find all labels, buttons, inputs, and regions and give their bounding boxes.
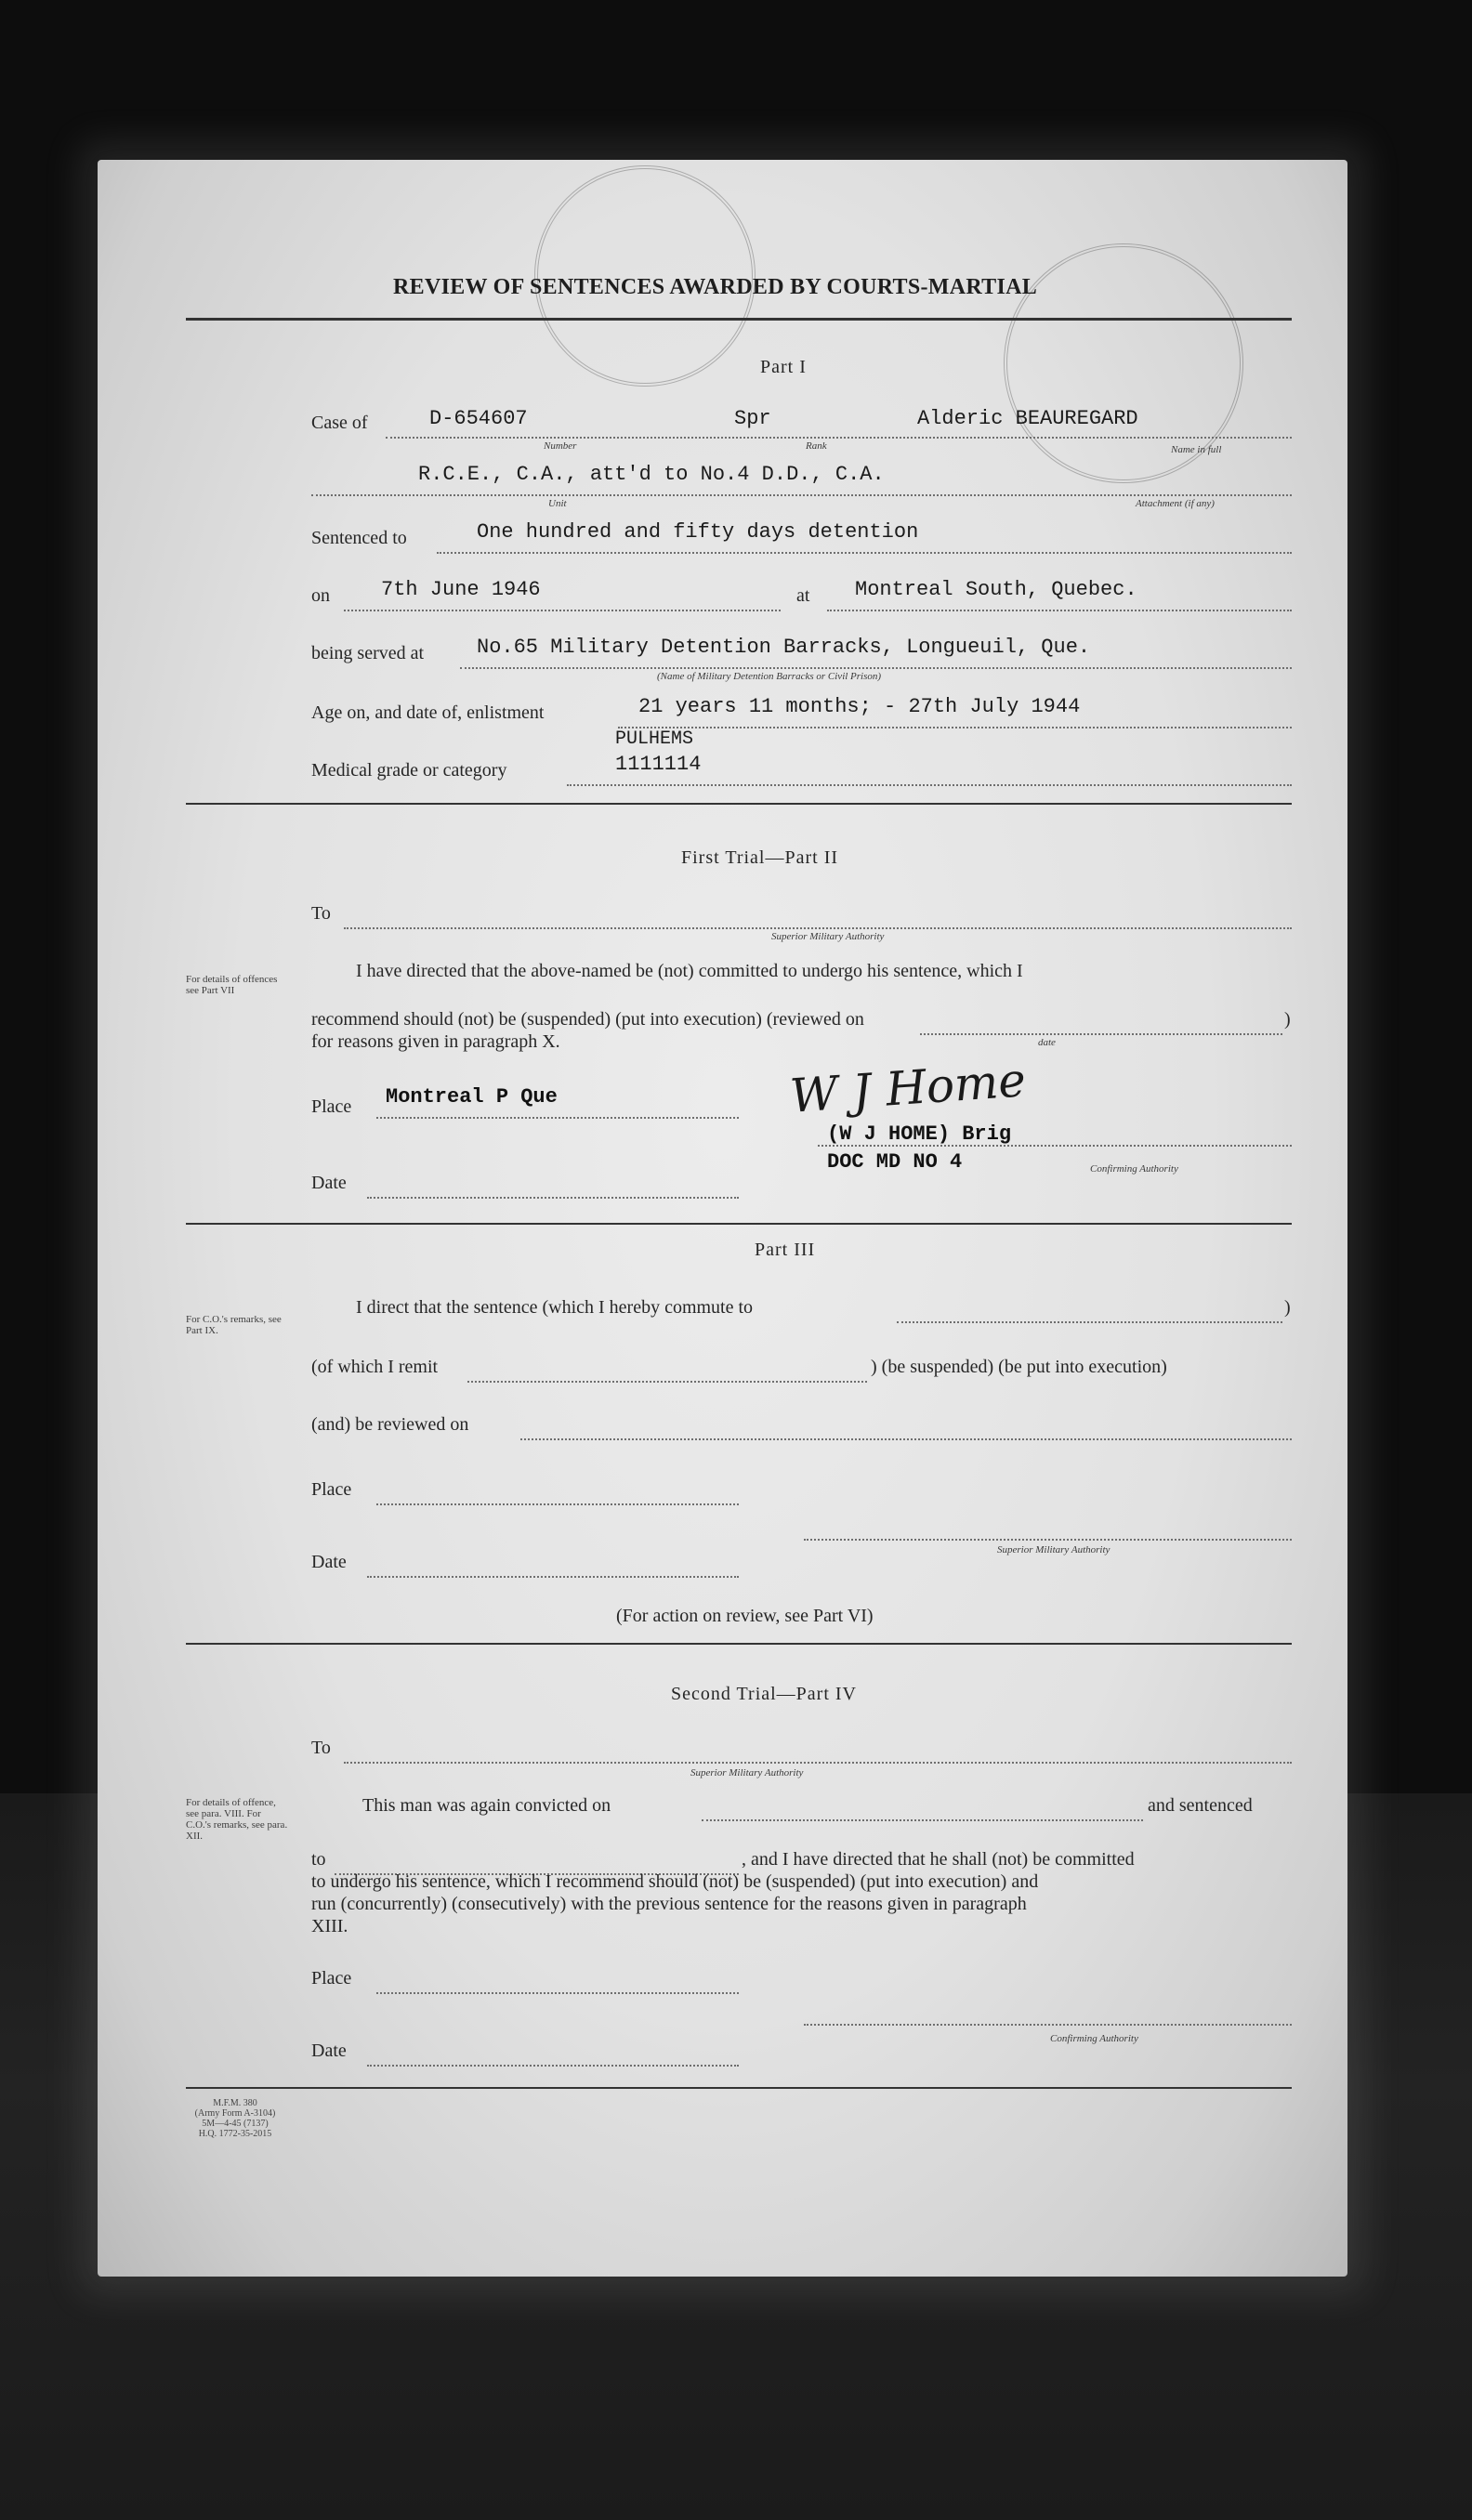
age-value: 21 years 11 months; - 27th July 1944 xyxy=(638,695,1081,718)
number-caption: Number xyxy=(544,440,577,452)
signatory-title: DOC MD NO 4 xyxy=(827,1150,963,1174)
part3-margin-note: For C.O.'s remarks, see Part IX. xyxy=(186,1314,282,1336)
rank-value: Spr xyxy=(734,407,771,430)
part3-place-label: Place xyxy=(311,1479,352,1500)
medical-line xyxy=(567,784,1292,786)
part3-text3: (and) be reviewed on xyxy=(311,1414,469,1435)
signatory-name: (W J HOME) Brig xyxy=(827,1122,1012,1146)
sentence-value: One hundred and fifty days detention xyxy=(477,520,919,544)
part4-to-line xyxy=(344,1762,1292,1764)
part3-footnote: (For action on review, see Part VI) xyxy=(616,1606,874,1626)
unit-caption: Unit xyxy=(548,498,567,509)
part4-date-line xyxy=(367,2065,739,2067)
part3-date-label: Date xyxy=(311,1552,347,1572)
part2-margin-note: For details of offences see Part VII xyxy=(186,974,278,996)
part2-text1: I have directed that the above-named be (not) committed to undergo his sentence, which I xyxy=(356,961,1023,981)
part3-signature-line xyxy=(804,1539,1292,1541)
sentence-line xyxy=(437,552,1292,554)
part3-remit-line xyxy=(467,1381,867,1383)
part1-rule xyxy=(186,803,1292,805)
served-line xyxy=(460,667,1292,669)
form-title: REVIEW OF SENTENCES AWARDED BY COURTS-MARTIAL xyxy=(393,275,1038,299)
part2-text3: for reasons given in paragraph X. xyxy=(311,1031,560,1052)
part4-margin-note: For details of offence, see para. VIII. For C.O.'s remarks, see para. XII. xyxy=(186,1797,288,1842)
part2-place-value: Montreal P Que xyxy=(386,1085,558,1109)
age-line xyxy=(618,727,1292,728)
part4-rule xyxy=(186,2087,1292,2089)
case-of-label: Case of xyxy=(311,413,368,433)
part4-place-line xyxy=(376,1992,739,1994)
full-name: Alderic BEAUREGARD xyxy=(917,407,1138,430)
part3-date-line xyxy=(367,1576,739,1578)
sentence-place: Montreal South, Quebec. xyxy=(855,578,1137,601)
part2-date-caption: date xyxy=(1038,1037,1056,1048)
age-label: Age on, and date of, enlistment xyxy=(311,702,545,723)
part4-text1: This man was again convicted on xyxy=(362,1795,611,1816)
medical-label: Medical grade or category xyxy=(311,760,507,781)
served-caption: (Name of Military Detention Barracks or Civil Prison) xyxy=(657,671,882,682)
served-at-label: being served at xyxy=(311,643,425,663)
part4-date-label: Date xyxy=(311,2041,347,2061)
case-line xyxy=(386,437,1292,439)
part4-text1-end: and sentenced xyxy=(1148,1795,1253,1816)
at-label: at xyxy=(796,585,810,606)
part3-place-line xyxy=(376,1503,739,1505)
part4-text3: to undergo his sentence, which I recommend should (not) be (suspended) (put into execution) and xyxy=(311,1871,1039,1892)
part4-place-label: Place xyxy=(311,1968,352,1988)
unit-line xyxy=(311,494,1292,496)
service-number: D-654607 xyxy=(429,407,528,430)
part3-text2: (of which I remit xyxy=(311,1357,439,1377)
part2-date-line xyxy=(367,1197,739,1199)
part2-to-line xyxy=(344,927,1292,929)
part4-header: Second Trial—Part IV xyxy=(671,1684,857,1704)
part3-text2-end: ) (be suspended) (be put into execution) xyxy=(871,1357,1167,1377)
part4-authority-caption: Superior Military Authority xyxy=(690,1767,804,1778)
form-code xyxy=(189,2098,282,2139)
part3-text1-end: ) xyxy=(1284,1297,1291,1318)
pulhems-label: PULHEMS xyxy=(615,728,694,750)
part2-review-line xyxy=(920,1033,1282,1035)
part1-header: Part I xyxy=(760,357,807,377)
part2-text2-end: ) xyxy=(1284,1009,1291,1030)
attachment-caption: Attachment (if any) xyxy=(1136,498,1215,509)
part2-text2: recommend should (not) be (suspended) (put into execution) (reviewed on xyxy=(311,1009,864,1030)
part4-convicted-line xyxy=(702,1819,1143,1821)
part3-rule xyxy=(186,1643,1292,1645)
part4-text5: XIII. xyxy=(311,1916,348,1936)
served-at-value: No.65 Military Detention Barracks, Longueuil, Que. xyxy=(477,636,1091,659)
form-code-line4: H.Q. 1772-35-2015 xyxy=(198,2129,272,2139)
date-line xyxy=(344,610,781,611)
part3-commute-line xyxy=(897,1321,1282,1323)
part2-confirming-caption: Confirming Authority xyxy=(1090,1163,1178,1175)
part3-authority-caption: Superior Military Authority xyxy=(997,1544,1111,1555)
sentence-date: 7th June 1946 xyxy=(381,578,541,601)
part4-text2: to xyxy=(311,1849,326,1870)
part4-text2-end: , and I have directed that he shall (not) be committed xyxy=(742,1849,1135,1870)
part4-to-label: To xyxy=(311,1738,331,1758)
part2-authority-caption: Superior Military Authority xyxy=(771,931,885,942)
form-code-line2: (Army Form A-3104) xyxy=(194,2108,276,2119)
title-rule xyxy=(186,318,1292,321)
place-line xyxy=(827,610,1292,611)
part2-to-label: To xyxy=(311,903,331,924)
part2-place-line xyxy=(376,1117,739,1119)
handwritten-signature: W J Home xyxy=(788,1053,1028,1123)
name-caption: Name in full xyxy=(1171,444,1222,455)
part4-signature-line xyxy=(804,2024,1292,2026)
on-label: on xyxy=(311,585,330,606)
part3-header: Part III xyxy=(755,1240,816,1260)
part4-confirming-caption: Confirming Authority xyxy=(1050,2033,1138,2044)
part3-review-line xyxy=(520,1438,1292,1440)
part2-date-label: Date xyxy=(311,1173,347,1193)
form-code-line3: 5M—4-45 (7137) xyxy=(202,2119,269,2129)
rank-caption: Rank xyxy=(806,440,827,452)
part4-text4: run (concurrently) (consecutively) with the previous sentence for the reasons given in paragraph xyxy=(311,1894,1027,1914)
part2-rule xyxy=(186,1223,1292,1225)
part2-place-label: Place xyxy=(311,1096,352,1117)
part3-text1: I direct that the sentence (which I hereby commute to xyxy=(356,1297,754,1318)
medical-value: 1111114 xyxy=(615,753,702,776)
document-page xyxy=(98,160,1347,2277)
sentenced-label: Sentenced to xyxy=(311,528,407,548)
form-code-line1: M.F.M. 380 xyxy=(213,2098,257,2108)
part2-header: First Trial—Part II xyxy=(681,847,839,868)
unit-value: R.C.E., C.A., att'd to No.4 D.D., C.A. xyxy=(418,463,885,486)
